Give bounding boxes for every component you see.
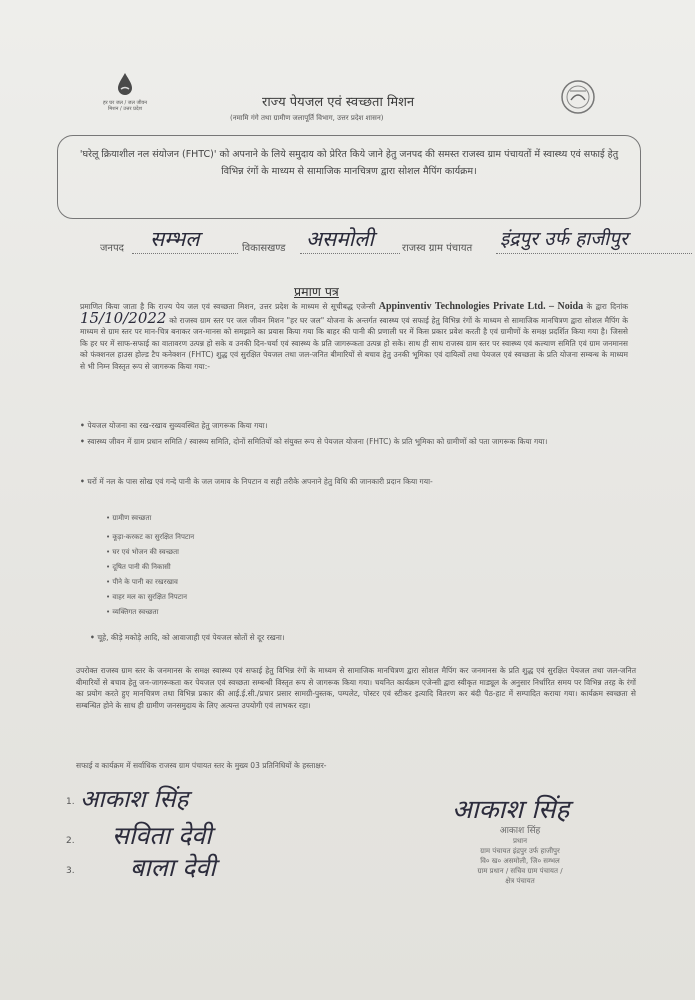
org-title: राज्य पेयजल एवं स्वच्छता मिशन bbox=[262, 95, 415, 110]
bullet-2-text: स्वास्थ्य जीवन में ग्राम प्रधान समिति / स्वास्थ्य समिति, दोनों समितियों को संयुक्त रूप से पेयजल योजना (FHTC) के प्रति भूमिका को ग्रामीणों को पता जागरूक किया गया। bbox=[87, 437, 548, 446]
sub-item-text: ग्रामीण स्वच्छता bbox=[112, 514, 152, 522]
panchayat-value: इंद्रपुर उर्फ हाजीपुर bbox=[500, 228, 628, 250]
bullet-1 bbox=[80, 420, 640, 432]
program-banner: 'घरेलू क्रियाशील नल संयोजन (FHTC)' को अपनाने के लिये समुदाय को प्रेरित किये जाने हेतु जनपद की समस्त राजस्व ग्राम पंचायतों में स्वास्थ्य एवं सफाई हेतु विभिन्न रंगों के माध्यम से सामाजिक मानचित्रण द्वारा सोशल मैपिंग कार्यक्रम। bbox=[57, 135, 641, 219]
stamp-sign-line: ग्राम प्रधान / सचिव ग्राम पंचायत / bbox=[477, 867, 563, 875]
sub-item: • घर एवं भोजन की स्वच्छता bbox=[106, 548, 179, 556]
sub-item-text: दूषित पानी की निकासी bbox=[112, 563, 171, 571]
stamp-block: वि० ख० असमोली, जि० सम्भल bbox=[480, 857, 560, 865]
pradhan-stamp bbox=[420, 826, 620, 886]
bullet-icon: • bbox=[90, 633, 98, 642]
witness-signature-1: आकाश सिंह bbox=[80, 785, 189, 813]
sub-item-text: कूड़ा-करकट का सुरक्षित निपटान bbox=[112, 533, 195, 541]
bullet-icon: • bbox=[80, 437, 88, 446]
sub-item: • दूषित पानी की निकासी bbox=[106, 563, 171, 571]
location-fields bbox=[0, 228, 695, 268]
water-drop-icon bbox=[116, 72, 134, 96]
witness-signature-2: सविता देवी bbox=[112, 821, 212, 850]
bullet-icon: • bbox=[80, 421, 88, 430]
witness-number: 1. bbox=[66, 797, 75, 807]
witness-signature-3: बाला देवी bbox=[130, 853, 216, 882]
bullet-3 bbox=[80, 476, 640, 488]
stamp-name: आकाश सिंह bbox=[499, 826, 541, 836]
bullet-3-text: घरों में नल के पास सोख एवं गन्दे पानी के जल जमाव के निपटान व सही तरीके अपनाने हेतु विधि की जानकारी प्रदान किया गया- bbox=[87, 477, 433, 486]
certificate-paragraph-2: उपरोक्त राजस्व ग्राम स्तर के जनमानस के समक्ष स्वास्थ्य एवं सफाई हेतु विभिन्न रंगों के माध्यम से सामाजिक मानचित्रण द्वारा सोशल मैपिंग कर जनमानस के प्रति शुद्ध एवं सुरक्षित पेयजल तथा जल-जनित बीमारियों से बचाव हेतु जन-जागरूकता कर पेयजल एवं स्वच्छता सम्बन्धी विस्तृत रूप से जागरूक किया गया। चयनित कार्यक्रम एजेन्सी द्वारा स्वीकृत माड्यूल के अनुसार निर्धारित समय पर विभिन्न तरह के रंगों का प्रयोग करते हुए मानचित्रण तथा विभिन्न प्रकार की आई.ई.सी./प्रचार प्रसार सामग्री-पुस्तक, पम्पलेट, पोस्टर एवं स्टीकर इत्यादि वितरण कर बंदी पैठ-हाट में सम्पादित कराया गया। कार्यक्रम स्वच्छता से सम्बन्धित होने के साथ ही ग्रामीण जनसमुदाय के लिए अत्यन्त उपयोगी एवं लाभकर रहा। bbox=[76, 666, 636, 710]
stamp-village: ग्राम पंचायत इंद्रपुर उर्फ हाजीपुर bbox=[480, 847, 560, 855]
stamp-role: प्रधान bbox=[513, 837, 527, 845]
document-title: प्रमाण पत्र bbox=[294, 284, 339, 299]
sub-item: • पीने के पानी का रखरखाव bbox=[106, 578, 178, 586]
witness-number: 3. bbox=[66, 866, 75, 876]
district-value: सम्भल bbox=[150, 227, 200, 251]
logo-caption: हर घर जल / जल जीवन मिशन / उत्तर प्रदेश bbox=[102, 100, 148, 112]
sub-item: • व्यक्तिगत स्वच्छता bbox=[106, 608, 159, 616]
sub-item-text: वाहर मल का सुरक्षित निपटान bbox=[112, 593, 187, 601]
panchayat-line bbox=[496, 252, 692, 254]
block-label: विकासखण्ड bbox=[242, 243, 286, 254]
sub-item: • कूड़ा-करकट का सुरक्षित निपटान bbox=[106, 533, 195, 541]
district-label: जनपद bbox=[100, 243, 124, 254]
bullet-icon: • bbox=[80, 477, 88, 486]
program-date: 15/10/2022 bbox=[80, 308, 167, 327]
sub-item: • ग्रामीण स्वच्छता bbox=[106, 514, 152, 522]
witness-number: 2. bbox=[66, 836, 75, 846]
pradhan-signature: आकाश सिंह bbox=[452, 795, 570, 825]
sub-item: • वाहर मल का सुरक्षित निपटान bbox=[106, 593, 187, 601]
bullet-1-text: पेयजल योजना का रख-रखाव सुव्यवस्थित हेतु जागरूक किया गया। bbox=[87, 421, 268, 430]
sub-item-text: व्यक्तिगत स्वच्छता bbox=[112, 608, 159, 616]
paragraph-1-rest: को राजस्व ग्राम स्तर पर जल जीवन मिशन "हर घर जल" योजना के अन्तर्गत स्वास्थ्य एवं सफाई हेतु विभिन्न रंगों के माध्यम से सामाजिक मानचित्रण द्वारा सोशल मैपिंग के माध्यम से ग्राम स्तर पर मान-चित्र बनाकर जन-मानस को समझाने का प्रयास किया गया कि बाहर की पानी की प्रणाली घर में किस प्रकार प्रवेश करती है एवं ग्रामीणों के समक्ष प्रदर्शित किया गया है। जिससे कि हर घर में साफ-सफाई का वातावरण उत्पन्न हो सके व उनकी दिन-चर्या एवं स्वास्थ्य के प्रति जागरूकता उत्पन्न हो सके। साथ ही साथ राजस्व ग्राम स्तर पर स्वास्थ्य एवं कल्याण समिति एवं ग्राम जनमानस को फंक्शनल हाउस होल्ड टैप कनेक्शन (FHTC) शुद्ध एवं सुरक्षित पेयजल तथा जल-जनित बीमारियों से बचाव हेतु उनकी भूमिका एवं दायित्वों तथा पेयजल एवं स्वच्छता के प्रति योजना सम्बन्ध के माध्यम से भी निम्न विस्तृत रूप से जागरूक किया गया:- bbox=[80, 315, 628, 371]
witness-lead: सफाई व कार्यक्रम में सर्वाधिक राजस्व ग्राम पंचायत स्तर के मुख्य 03 प्रतिनिधियों के हस्ताक्षर- bbox=[76, 761, 327, 770]
bullet-4 bbox=[90, 632, 630, 644]
panchayat-label: राजस्व ग्राम पंचायत bbox=[402, 243, 473, 254]
certificate-paragraph-1 bbox=[80, 301, 628, 373]
bullet-4-text: चूहे, कीड़े मकोड़े आदि, को आवाजाही एवं पेयजल स्रोतों से दूर रखना। bbox=[97, 633, 285, 642]
stamp-date-line: क्षेत्र पंचायत bbox=[505, 877, 535, 885]
block-value: असमोली bbox=[306, 227, 374, 251]
sub-item-text: घर एवं भोजन की स्वच्छता bbox=[112, 548, 179, 556]
org-subtitle: (नमामि गंगे तथा ग्रामीण जलापूर्ति विभाग, उत्तर प्रदेश शासन) bbox=[230, 114, 384, 122]
jal-jeevan-mission-logo bbox=[102, 72, 148, 112]
agency-name: Appinventiv Technologies Private Ltd. – Noida bbox=[378, 301, 584, 312]
paragraph-1-lead: प्रमाणित किया जाता है कि राज्य पेय जल एवं स्वच्छता मिशन, उत्तर प्रदेश के माध्यम से सूचीबद्ध एजेन्सी bbox=[80, 302, 376, 311]
bullet-2 bbox=[80, 436, 640, 448]
up-govt-emblem-icon bbox=[558, 78, 598, 116]
sub-item-text: पीने के पानी का रखरखाव bbox=[112, 578, 178, 586]
paragraph-1-mid: के द्वारा दिनांक bbox=[586, 302, 629, 311]
